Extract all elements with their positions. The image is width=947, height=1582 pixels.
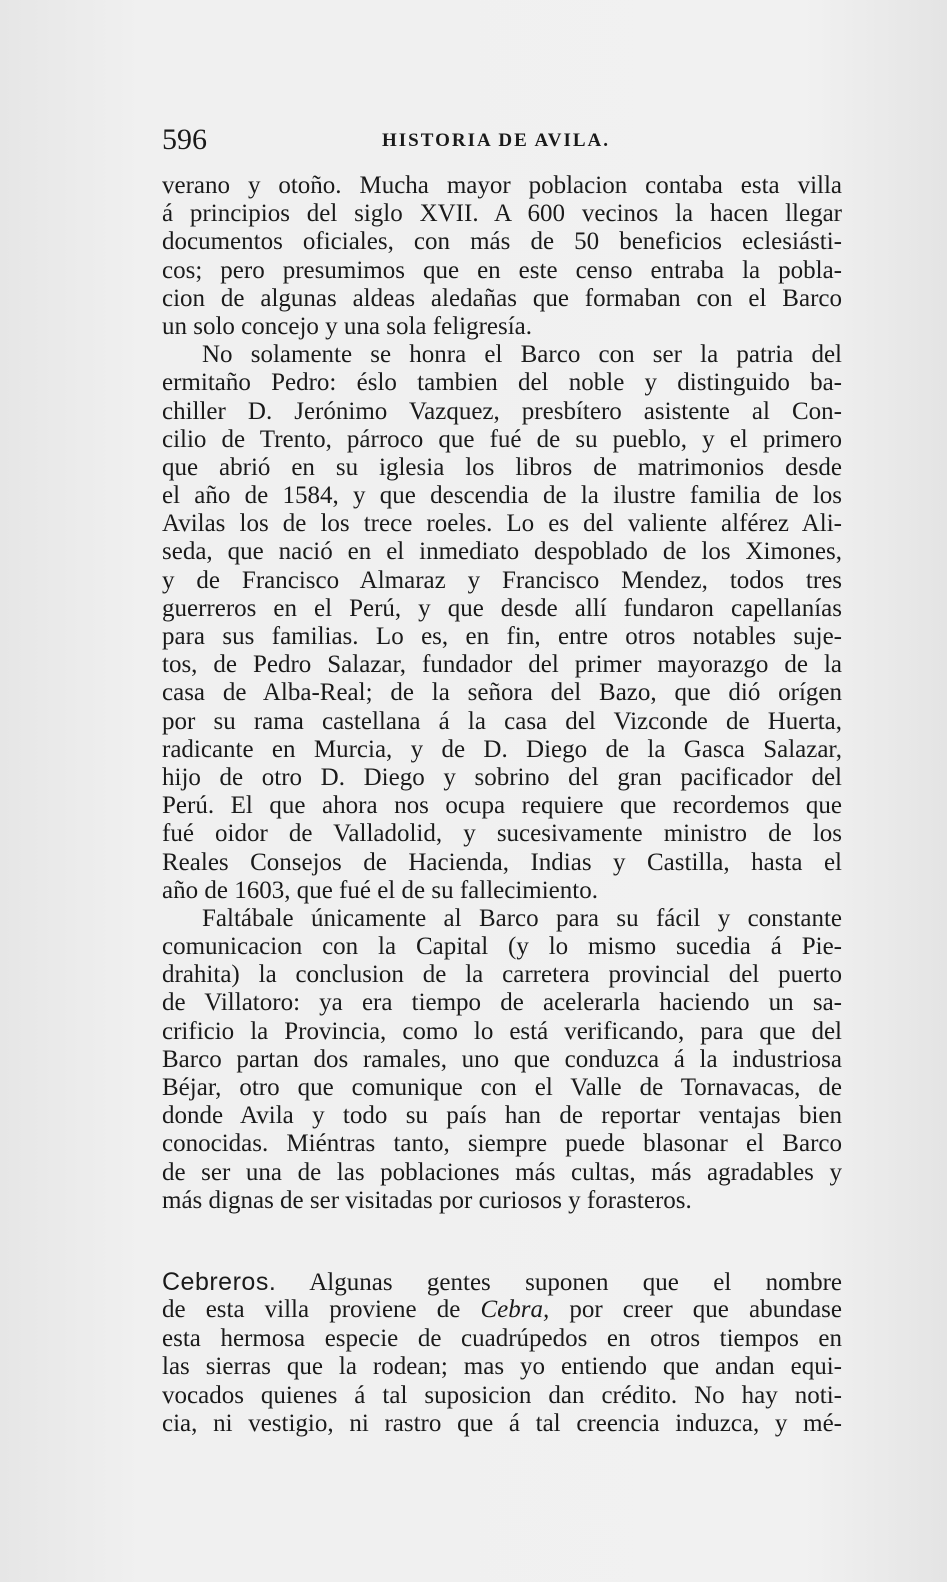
paragraph-3	[162, 905, 842, 1215]
text-line: guerreros en el Perú, y que desde allí fundaron capellanías	[162, 594, 842, 622]
text-line: conocidas. Miéntras tanto, siempre puede blasonar el Barco	[162, 1130, 842, 1158]
text-line: Barco partan dos ramales, uno que conduzca á la industriosa	[162, 1045, 842, 1073]
section-second-line	[162, 1296, 842, 1324]
text-line: que abrió en su iglesia los libros de matrimonios desde	[162, 453, 842, 481]
text-line: Béjar, otro que comunique con el Valle de Tornavacas, de	[162, 1074, 842, 1101]
text-line: Reales Consejos de Hacienda, Indias y Castilla, hasta el	[162, 848, 842, 876]
text-fragment: de esta villa proviene de	[162, 1296, 461, 1324]
text-line: vocados quienes á tal suposicion dan crédito. No hay noti-	[162, 1381, 842, 1409]
italic-word: Cebra,	[480, 1296, 550, 1324]
text-line: documentos oficiales, con más de 50 beneficios eclesiásti-	[162, 228, 842, 256]
page-header	[162, 122, 842, 158]
text-line: crificio la Provincia, como lo está verificando, para que del	[162, 1017, 842, 1045]
text-line: las sierras que la rodean; mas yo entiendo que andan equi-	[162, 1353, 842, 1381]
body-text	[162, 172, 842, 1215]
text-line: Avilas los de los trece roeles. Lo es del valiente alférez Ali-	[162, 510, 842, 538]
text-line: chiller D. Jerónimo Vazquez, presbítero asistente al Con-	[162, 397, 842, 425]
text-line: ermitaño Pedro: éslo tambien del noble y distinguido ba-	[162, 369, 842, 397]
text-line: Faltábale únicamente al Barco para su fácil y constante	[202, 904, 842, 932]
text-line: hijo de otro D. Diego y sobrino del gran pacificador del	[162, 763, 842, 791]
text-line: el año de 1584, y que descendia de la ilustre familia de los	[162, 482, 842, 510]
text-line: cilio de Trento, párroco que fué de su pueblo, y el primero	[162, 425, 842, 453]
text-line: año de 1603, que fué el de su fallecimiento.	[162, 876, 598, 904]
text-line: drahita) la conclusion de la carretera provincial del puerto	[162, 961, 842, 989]
text-line: un solo concejo y una sola feligresía.	[162, 312, 533, 340]
text-line: cos; pero presumimos que en este censo entraba la pobla-	[162, 256, 842, 284]
text-line: comunicacion con la Capital (y lo mismo sucedia á Pie-	[162, 933, 842, 961]
text-line: cion de algunas aldeas aledañas que formaban con el Barco	[162, 284, 842, 312]
text-line: para sus familias. Lo es, en fin, entre otros notables suje-	[162, 623, 842, 650]
text-line: No solamente se honra el Barco con ser la patria del	[202, 341, 842, 369]
text-line: fué oidor de Valladolid, y sucesivamente ministro de los	[162, 820, 842, 848]
text-line: cia, ni vestigio, ni rastro que á tal creencia induzca, y mé-	[162, 1409, 842, 1437]
section-first-line	[162, 1268, 842, 1296]
text-line: y de Francisco Almaraz y Francisco Mendez, todos tres	[162, 566, 842, 594]
section-title: Cebreros.	[162, 1268, 277, 1296]
text-line: más dignas de ser visitadas por curiosos y forasteros.	[162, 1186, 692, 1214]
text-line: Perú. El que ahora nos ocupa requiere que recordemos que	[162, 792, 842, 820]
running-title: HISTORIA DE AVILA.	[382, 130, 611, 151]
text-line: de Villatoro: ya era tiempo de acelerarla haciendo un sa-	[162, 989, 842, 1017]
text-line: donde Avila y todo su país han de reportar ventajas bien	[162, 1102, 842, 1130]
paragraph-2	[162, 341, 842, 905]
text-fragment: Algunas gentes suponen que el nombre	[309, 1269, 842, 1296]
text-line: esta hermosa especie de cuadrúpedos en otros tiempos en	[162, 1324, 842, 1352]
text-line: seda, que nació en el inmediato despoblado de los Ximones,	[162, 538, 842, 566]
text-fragment: por creer que abundase	[569, 1296, 843, 1324]
paragraph-1	[162, 172, 842, 341]
section-cebreros	[162, 1268, 842, 1438]
text-line: verano y otoño. Mucha mayor poblacion contaba esta villa	[162, 172, 842, 199]
text-line: por su rama castellana á la casa del Vizconde de Huerta,	[162, 707, 842, 735]
page-number: 596	[162, 123, 207, 156]
text-line: á principios del siglo XVII. A 600 vecinos la hacen llegar	[162, 200, 842, 228]
text-line: de ser una de las poblaciones más cultas, más agradables y	[162, 1158, 842, 1186]
text-line: casa de Alba-Real; de la señora del Bazo, que dió orígen	[162, 679, 842, 707]
text-line: tos, de Pedro Salazar, fundador del primer mayorazgo de la	[162, 651, 842, 679]
text-line: radicante en Murcia, y de D. Diego de la Gasca Salazar,	[162, 735, 842, 763]
